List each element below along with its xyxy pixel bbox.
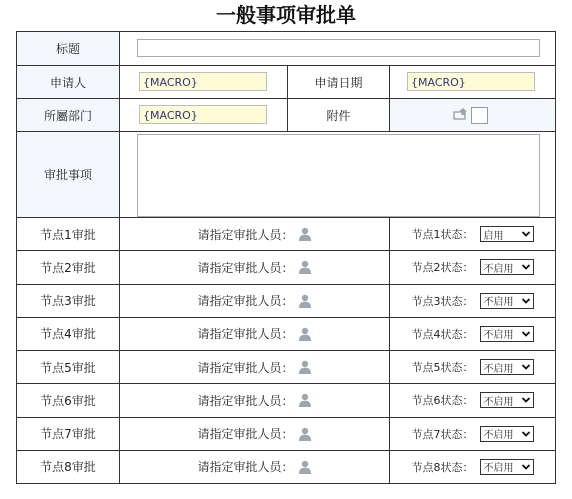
node-status-select[interactable] xyxy=(480,359,534,375)
node-status-label: 节点1状态： xyxy=(411,228,474,242)
node-status-label: 节点7状态： xyxy=(411,427,474,441)
chevron-down-icon xyxy=(521,262,531,272)
department-label: 所屬部门 xyxy=(17,99,119,131)
node-assign-cell xyxy=(119,418,389,450)
upload-icon[interactable] xyxy=(453,107,468,123)
node-status-value: 不启用 xyxy=(483,396,514,408)
assign-approver-label: 请指定审批人员： xyxy=(197,227,294,242)
node-label: 节点4审批 xyxy=(40,327,96,342)
matter-textarea[interactable] xyxy=(137,134,540,217)
node-status-label: 节点4状态： xyxy=(411,327,474,341)
person-icon[interactable] xyxy=(298,360,312,374)
assign-approver-label: 请指定审批人员： xyxy=(197,360,294,375)
node-status-value: 不启用 xyxy=(483,463,514,475)
chevron-down-icon xyxy=(521,296,531,306)
assign-approver-label: 请指定审批人员： xyxy=(197,260,294,275)
node-status-cell xyxy=(389,418,555,450)
node-status-value: 不启用 xyxy=(483,330,514,342)
department-cell xyxy=(119,99,287,131)
node-status-select[interactable] xyxy=(480,259,534,275)
apply-date-label: 申请日期 xyxy=(287,66,389,98)
node-row xyxy=(17,350,555,383)
person-icon[interactable] xyxy=(298,260,312,274)
subject-cell xyxy=(119,32,555,65)
node-status-select[interactable] xyxy=(480,459,534,475)
chevron-down-icon xyxy=(521,329,531,339)
node-label: 节点3审批 xyxy=(40,294,96,309)
assign-approver-label: 请指定审批人员： xyxy=(197,460,294,475)
node-status-value: 不启用 xyxy=(483,263,514,275)
node-status-label: 节点6状态： xyxy=(411,394,474,408)
node-status-cell xyxy=(389,318,555,350)
node-status-cell xyxy=(389,251,555,283)
node-assign-cell xyxy=(119,451,389,483)
attachment-cell xyxy=(389,99,555,131)
assign-approver-label: 请指定审批人员： xyxy=(197,393,294,408)
department-row xyxy=(17,98,555,131)
node-row xyxy=(17,284,555,317)
node-assign-cell xyxy=(119,218,389,250)
chevron-down-icon xyxy=(521,229,531,239)
node-status-select[interactable] xyxy=(480,426,534,442)
node-assign-cell xyxy=(119,351,389,383)
node-status-label: 节点8状态： xyxy=(411,460,474,474)
node-label: 节点7审批 xyxy=(40,427,96,442)
attachment-checkbox[interactable] xyxy=(471,107,488,124)
node-row xyxy=(17,383,555,416)
person-icon[interactable] xyxy=(298,327,312,341)
department-field[interactable]: {MACRO} xyxy=(139,105,267,124)
subject-label: 标题 xyxy=(17,32,119,65)
node-status-select[interactable] xyxy=(480,226,534,242)
node-assign-cell xyxy=(119,251,389,283)
matter-label: 审批事项 xyxy=(17,132,119,217)
node-status-value: 启用 xyxy=(483,230,504,242)
node-row xyxy=(17,417,555,450)
node-status-select[interactable] xyxy=(480,293,534,309)
form-title: 一般事项审批单 xyxy=(216,3,356,27)
node-assign-cell xyxy=(119,318,389,350)
node-row xyxy=(17,450,555,483)
node-status-label: 节点3状态： xyxy=(411,294,474,308)
node-label: 节点2审批 xyxy=(40,260,96,275)
node-row xyxy=(17,250,555,283)
node-status-label: 节点2状态： xyxy=(411,261,474,275)
node-row xyxy=(17,217,555,250)
chevron-down-icon xyxy=(521,462,531,472)
matter-row xyxy=(17,131,555,217)
person-icon[interactable] xyxy=(298,427,312,441)
subject-input[interactable] xyxy=(137,39,540,57)
applicant-row xyxy=(17,65,555,98)
assign-approver-label: 请指定审批人员： xyxy=(197,427,294,442)
node-status-cell xyxy=(389,384,555,416)
matter-cell xyxy=(119,132,555,217)
node-status-value: 不启用 xyxy=(483,297,514,309)
node-status-label: 节点5状态： xyxy=(411,361,474,375)
node-label: 节点8审批 xyxy=(40,460,96,475)
node-label: 节点6审批 xyxy=(40,393,96,408)
apply-date-field[interactable]: {MACRO} xyxy=(407,72,535,91)
node-row xyxy=(17,317,555,350)
node-assign-cell xyxy=(119,384,389,416)
node-status-cell xyxy=(389,351,555,383)
attachment-label: 附件 xyxy=(287,99,389,131)
node-status-cell xyxy=(389,451,555,483)
node-status-cell xyxy=(389,218,555,250)
node-status-select[interactable] xyxy=(480,326,534,342)
applicant-cell xyxy=(119,66,287,98)
chevron-down-icon xyxy=(521,429,531,439)
node-status-value: 不启用 xyxy=(483,363,514,375)
applicant-field[interactable]: {MACRO} xyxy=(139,72,267,91)
node-status-value: 不启用 xyxy=(483,430,514,442)
assign-approver-label: 请指定审批人员： xyxy=(197,327,294,342)
chevron-down-icon xyxy=(521,395,531,405)
subject-row xyxy=(17,32,555,65)
applicant-label: 申请人 xyxy=(17,66,119,98)
node-label: 节点1审批 xyxy=(40,227,96,242)
approval-form xyxy=(16,31,556,484)
chevron-down-icon xyxy=(521,362,531,372)
node-assign-cell xyxy=(119,285,389,317)
node-status-select[interactable] xyxy=(480,392,534,408)
person-icon[interactable] xyxy=(298,294,312,308)
assign-approver-label: 请指定审批人员： xyxy=(197,294,294,309)
node-status-cell xyxy=(389,285,555,317)
apply-date-cell xyxy=(389,66,555,98)
person-icon[interactable] xyxy=(298,393,312,407)
person-icon[interactable] xyxy=(298,460,312,474)
node-label: 节点5审批 xyxy=(40,360,96,375)
person-icon[interactable] xyxy=(298,227,312,241)
